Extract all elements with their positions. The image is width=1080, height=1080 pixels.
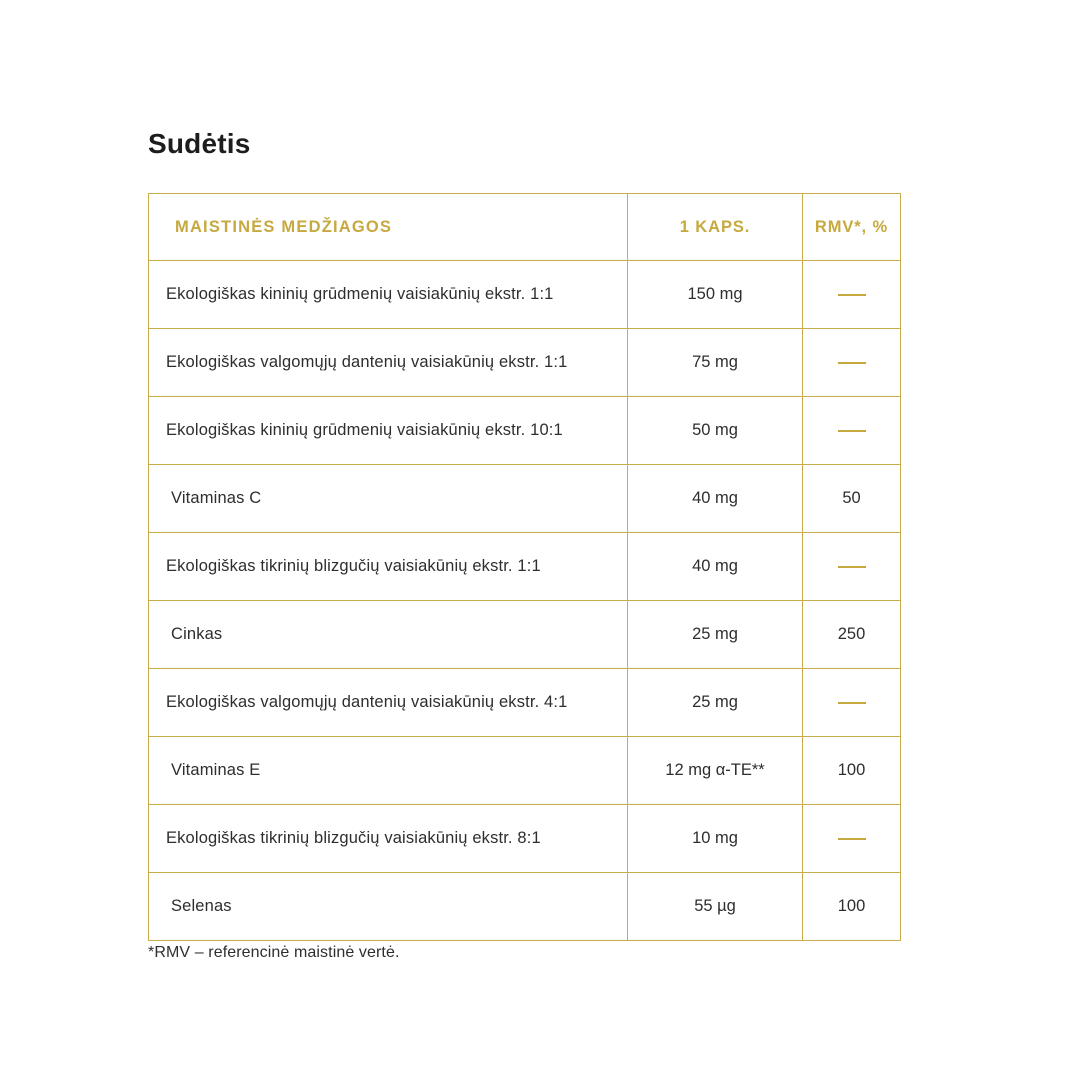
nutrient-dose: 40 mg: [628, 533, 803, 601]
column-header-dose: 1 KAPS.: [628, 194, 803, 261]
table-row: [149, 397, 901, 465]
nutrient-dose: 55 µg: [628, 873, 803, 941]
nutrient-dose: 12 mg α-TE**: [628, 737, 803, 805]
nutrient-name: Ekologiškas valgomųjų dantenių vaisiakūnių ekstr. 1:1: [149, 329, 628, 397]
nutrient-name: Ekologiškas tikrinių blizgučių vaisiakūnių ekstr. 8:1: [149, 805, 628, 873]
page-title: Sudėtis: [148, 128, 251, 159]
table-row: [149, 465, 901, 533]
table-row: [149, 601, 901, 669]
nutrient-dose: 150 mg: [628, 261, 803, 329]
table-row: [149, 737, 901, 805]
table-body: [149, 261, 901, 941]
table-row: [149, 261, 901, 329]
nutrient-dose: 25 mg: [628, 601, 803, 669]
table-row: [149, 805, 901, 873]
table-row: [149, 533, 901, 601]
footnote: *RMV – referencinė maistinė vertė.: [148, 944, 400, 961]
nutrient-dose: 75 mg: [628, 329, 803, 397]
table-row: [149, 873, 901, 941]
nutrition-table-container: [148, 193, 900, 941]
nutrient-name: Ekologiškas valgomųjų dantenių vaisiakūnių ekstr. 4:1: [149, 669, 628, 737]
nutrient-dose: 10 mg: [628, 805, 803, 873]
nutrient-rmv: [803, 397, 901, 465]
column-header-rmv: RMV*, %: [803, 194, 901, 261]
nutrient-dose: 25 mg: [628, 669, 803, 737]
dash-icon: [838, 430, 866, 432]
column-header-nutrients: MAISTINĖS MEDŽIAGOS: [149, 194, 628, 261]
nutrient-name: Ekologiškas kininių grūdmenių vaisiakūnių ekstr. 1:1: [149, 261, 628, 329]
nutrient-rmv: 250: [803, 601, 901, 669]
dash-icon: [838, 702, 866, 704]
nutrient-rmv: [803, 669, 901, 737]
nutrient-name: Vitaminas E: [149, 737, 628, 805]
table-row: [149, 669, 901, 737]
table-row: [149, 329, 901, 397]
nutrient-name: Vitaminas C: [149, 465, 628, 533]
nutrient-name: Selenas: [149, 873, 628, 941]
nutrient-name: Ekologiškas tikrinių blizgučių vaisiakūnių ekstr. 1:1: [149, 533, 628, 601]
nutrient-rmv: [803, 533, 901, 601]
nutrient-name: Cinkas: [149, 601, 628, 669]
dash-icon: [838, 566, 866, 568]
dash-icon: [838, 838, 866, 840]
dash-icon: [838, 362, 866, 364]
nutrient-rmv: 100: [803, 873, 901, 941]
nutrient-dose: 40 mg: [628, 465, 803, 533]
nutrient-name: Ekologiškas kininių grūdmenių vaisiakūnių ekstr. 10:1: [149, 397, 628, 465]
nutrient-rmv: 100: [803, 737, 901, 805]
dash-icon: [838, 294, 866, 296]
nutrient-rmv: 50: [803, 465, 901, 533]
table-header-row: [149, 194, 901, 261]
nutrient-rmv: [803, 261, 901, 329]
nutrient-rmv: [803, 805, 901, 873]
nutrition-table: [148, 193, 901, 941]
nutrient-rmv: [803, 329, 901, 397]
table-header: [149, 194, 901, 261]
nutrient-dose: 50 mg: [628, 397, 803, 465]
